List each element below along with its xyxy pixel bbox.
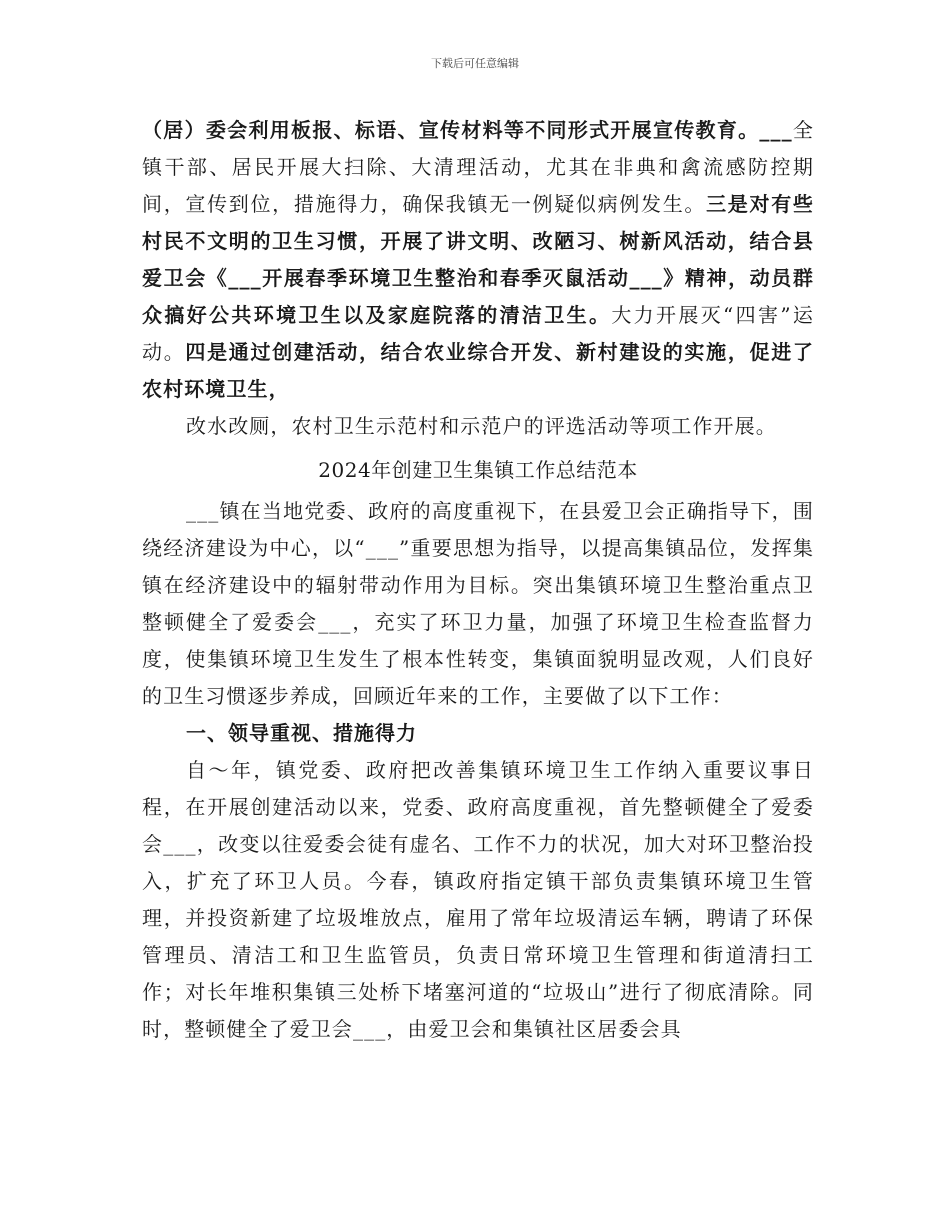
regular-text: 大力开展灭“四害”运动。 xyxy=(142,303,814,364)
paragraph: 自～年，镇党委、政府把改善集镇环境卫生工作纳入重要议事日程，在开展创建活动以来，党委、政府高度重视，首先整顿健全了爱委会___，改变以往爱委会徒有虚名、工作不力的状况，加大对环卫整治投入，扩充了环卫人员。今春，镇政府指定镇干部负责集镇环境卫生管理，并投资新建了垃圾堆放点，雇用了常年垃圾清运车辆，聘请了环保管理员、清洁工和卫生监管员，负责日常环境卫生管理和街道清扫工作；对长年堆积集镇三处桥下堵塞河道的“垃圾山”进行了彻底清除。同时，整顿健全了爱卫会___，由爱卫会和集镇社区居委会具 xyxy=(142,758,814,1041)
document-body xyxy=(142,112,814,1048)
bold-text: 四是通过创建活动，结合农业综合开发、新村建设的实施，促进了农村环境卫生， xyxy=(142,340,815,401)
paragraph: ___镇在当地党委、政府的高度重视下，在县爱卫会正确指导下，围绕经济建设为中心，以“___”重要思想为指导，以提高集镇品位，发挥集镇在经济建设中的辐射带动作用为目标。突出集镇环境卫生整治重点卫整顿健全了爱委会___，充实了环卫力量，加强了环境卫生检查监督力度，使集镇环境卫生发生了根本性转变，集镇面貌明显改观，人们良好的卫生习惯逐步养成，回顾近年来的工作，主要做了以下工作： xyxy=(142,499,814,708)
section-heading: 一、领导重视、措施得力 xyxy=(186,721,417,745)
paragraph: 改水改厕，农村卫生示范村和示范户的评选活动等项工作开展。 xyxy=(186,414,777,438)
bold-text: （居）委会利用板报、标语、宣传材料等不同形式开展宣传教育。___ xyxy=(142,118,793,142)
document-title: 2024年创建卫生集镇工作总结范本 xyxy=(318,458,638,482)
paragraph-continued xyxy=(142,112,814,408)
bold-text: 三是对有些村民不文明的卫生习惯，开展了讲文明、改陋习、树新风活动，结合县爱卫会《___开展春季环境卫生整治和春季灭鼠活动___》精神，动员群众搞好公共环境卫生以及家庭院落的清洁卫生。 xyxy=(142,192,814,327)
regular-text: 全镇干部、居民开展大扫除、大清理活动，尤其在非典和禽流感防控期间，宣传到位，措施得力，确保我镇无一例疑似病例发生。 xyxy=(142,118,814,216)
header-note: 下载后可任意编辑 xyxy=(431,57,519,70)
